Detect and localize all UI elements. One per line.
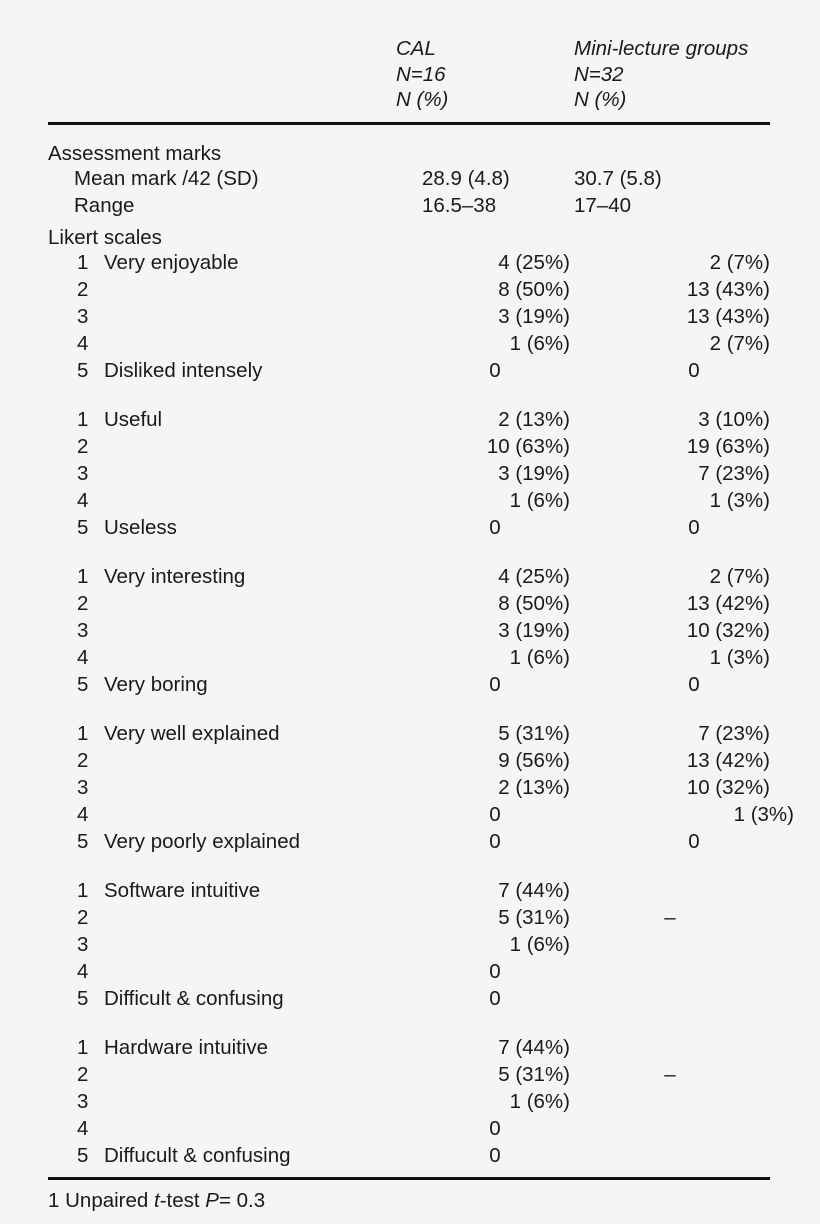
table-row (48, 906, 770, 933)
likert-number: 4 (77, 1116, 89, 1140)
row-label (48, 933, 420, 957)
row-value-cal: 7 (44%) (498, 878, 570, 902)
row-value-cal: 0 (489, 358, 501, 382)
likert-number: 3 (77, 461, 89, 485)
table-row (48, 879, 770, 906)
row-value-cal: 9 (56%) (498, 748, 570, 772)
row-value-mini: 2 (7%) (709, 564, 770, 588)
table-row (48, 1117, 770, 1144)
row-label (48, 592, 420, 616)
row-value-cal: 0 (489, 986, 501, 1010)
row-label (48, 673, 420, 697)
row-value-cal: 2 (13%) (498, 775, 570, 799)
row-value-mini: 13 (42%) (686, 748, 770, 772)
row-value-mini: 0 (688, 515, 700, 539)
row-value-mini: 10 (32%) (686, 618, 770, 642)
likert-number: 5 (77, 1143, 89, 1167)
row-value-mini: 1 (3%) (733, 802, 794, 826)
row-value-cal: 4 (25%) (498, 250, 570, 274)
row-label (48, 1090, 420, 1114)
likert-number: 2 (77, 591, 89, 615)
row-label (48, 359, 420, 383)
row-label (48, 722, 420, 746)
row-value-mini: 13 (43%) (686, 277, 770, 301)
column-header-mini-n: N=32 (574, 62, 624, 86)
row-value-mini: 0 (688, 358, 700, 382)
row-value-cal: 10 (63%) (486, 434, 570, 458)
row-value-cal: 0 (489, 515, 501, 539)
column-header-mini-unit: N (%) (574, 88, 627, 111)
likert-label: Very well explained (104, 721, 280, 745)
section-title-likert-scales: Likert scales (48, 225, 162, 249)
column-header-mini-lecture (574, 36, 770, 113)
table-row (48, 167, 770, 194)
likert-number: 5 (77, 358, 89, 382)
row-label (48, 305, 420, 329)
likert-number: 4 (77, 331, 89, 355)
table-row (48, 749, 770, 776)
row-label (48, 830, 420, 854)
table-row (48, 933, 770, 960)
row-value-cal: 0 (489, 829, 501, 853)
row-value-cal: 1 (6%) (509, 645, 570, 669)
likert-number: 2 (77, 905, 89, 929)
likert-number: 4 (77, 645, 89, 669)
row-label (48, 1036, 420, 1060)
row-label (48, 646, 420, 670)
row-value-mini: 10 (32%) (686, 775, 770, 799)
likert-label: Useless (104, 515, 177, 539)
likert-label: Software intuitive (104, 878, 261, 902)
row-label (48, 749, 420, 773)
likert-label: Diffucult & confusing (104, 1143, 291, 1167)
likert-number: 2 (77, 748, 89, 772)
row-value-mini: 7 (23%) (698, 721, 770, 745)
table-row (48, 646, 770, 673)
row-value-cal: 0 (489, 959, 501, 983)
table-row (48, 830, 770, 857)
row-label (48, 408, 420, 432)
row-value-mini: 1 (3%) (709, 645, 770, 669)
row-value-mini: 13 (42%) (686, 591, 770, 615)
row-label: Mean mark /42 (SD) (74, 166, 259, 190)
likert-block-enjoyable (0, 251, 820, 386)
likert-number: 5 (77, 672, 89, 696)
footnote-marker: 1 (48, 1188, 60, 1212)
row-label (48, 776, 420, 800)
likert-number: 1 (77, 1035, 89, 1059)
table-row (48, 619, 770, 646)
table-row (48, 408, 770, 435)
likert-number: 1 (77, 878, 89, 902)
likert-number: 4 (77, 488, 89, 512)
likert-number: 1 (77, 250, 89, 274)
row-value-cal: 28.9 (4.8) (422, 166, 510, 190)
table-row (48, 1144, 770, 1171)
likert-block-useful (0, 408, 820, 543)
row-value-cal: 3 (19%) (498, 461, 570, 485)
row-value-mini: 17–40 (574, 193, 632, 217)
table-row (48, 802, 794, 830)
likert-number: 3 (77, 932, 89, 956)
row-label (48, 516, 420, 540)
row-label (48, 1117, 420, 1141)
footer-rule (48, 1177, 770, 1180)
row-label (48, 251, 420, 275)
likert-number: 5 (77, 986, 89, 1010)
table-row (48, 722, 770, 749)
row-value-cal: 8 (50%) (498, 591, 570, 615)
likert-number: 3 (77, 1089, 89, 1113)
table-row (48, 462, 770, 489)
row-value-cal: 1 (6%) (509, 331, 570, 355)
likert-number: 5 (77, 515, 89, 539)
likert-number: 4 (77, 959, 89, 983)
row-value-cal: 5 (31%) (498, 721, 570, 745)
table-row (48, 1090, 770, 1117)
row-value-cal: 3 (19%) (498, 618, 570, 642)
row-value-mini: 19 (63%) (686, 434, 770, 458)
likert-label: Very boring (104, 672, 208, 696)
row-label (48, 565, 420, 589)
row-value-cal: 0 (489, 802, 501, 826)
table-row (48, 194, 770, 221)
row-label (48, 987, 420, 1011)
table-row (48, 278, 770, 305)
row-value-cal: 0 (489, 1143, 501, 1167)
footnote-text-mid: -test (159, 1188, 200, 1212)
table-body (0, 125, 820, 1171)
likert-number: 3 (77, 775, 89, 799)
table-row (48, 960, 770, 987)
row-value-mini: 7 (23%) (698, 461, 770, 485)
table-row (48, 359, 770, 386)
row-value-cal: 3 (19%) (498, 304, 570, 328)
likert-label: Disliked intensely (104, 358, 263, 382)
row-value-mini: 2 (7%) (709, 250, 770, 274)
row-value-mini: 30.7 (5.8) (574, 166, 662, 190)
footnote-text-before: Unpaired (65, 1188, 149, 1212)
likert-number: 1 (77, 721, 89, 745)
row-label (48, 435, 420, 459)
header-label-spacer (48, 36, 396, 113)
likert-label: Hardware intuitive (104, 1035, 269, 1059)
table-row (48, 673, 770, 700)
section-title-assessment-marks: Assessment marks (48, 141, 222, 165)
likert-number: 3 (77, 618, 89, 642)
row-value-cal: 1 (6%) (509, 488, 570, 512)
table-row (48, 1063, 770, 1090)
row-value-cal: 0 (489, 672, 501, 696)
likert-label: Difficult & confusing (104, 986, 284, 1010)
row-value-cal: 2 (13%) (498, 407, 570, 431)
row-label (48, 960, 420, 984)
table-row (48, 776, 770, 803)
likert-number: 1 (77, 407, 89, 431)
table-row (48, 516, 770, 543)
likert-number: 1 (77, 564, 89, 588)
row-label (48, 278, 420, 302)
footnote-italic-p: P (205, 1188, 219, 1212)
table-row (48, 251, 770, 278)
row-value-cal: 4 (25%) (498, 564, 570, 588)
row-value-cal: 8 (50%) (498, 277, 570, 301)
row-value-mini: 3 (10%) (698, 407, 770, 431)
row-label (48, 489, 420, 513)
row-value-cal: 0 (489, 1116, 501, 1140)
row-value-cal: 5 (31%) (498, 905, 570, 929)
column-header-cal-name: CAL (396, 37, 436, 60)
row-label (48, 1063, 420, 1087)
likert-number: 2 (77, 434, 89, 458)
row-value-mini: – (664, 1062, 676, 1086)
row-value-mini: 2 (7%) (709, 331, 770, 355)
row-value-mini: 1 (3%) (709, 488, 770, 512)
table-row (48, 332, 770, 359)
row-label: Range (74, 193, 135, 217)
likert-label: Very poorly explained (104, 829, 301, 853)
row-label (48, 906, 420, 930)
likert-label: Very enjoyable (104, 250, 239, 274)
likert-block-explained (0, 722, 820, 857)
likert-label: Useful (104, 407, 163, 431)
row-value-cal: 1 (6%) (509, 1089, 570, 1113)
likert-block-hardware (0, 1036, 820, 1171)
table-header (48, 0, 770, 113)
row-label (48, 462, 420, 486)
row-value-cal: 1 (6%) (509, 932, 570, 956)
footnote-text-after: = 0.3 (218, 1188, 266, 1212)
column-header-cal (396, 36, 574, 113)
row-label (48, 1144, 420, 1168)
row-label (48, 619, 420, 643)
table-row (48, 1036, 770, 1063)
column-header-mini-name: Mini-lecture groups (574, 37, 749, 60)
row-label (48, 803, 420, 827)
table-row (48, 565, 770, 592)
likert-number: 4 (77, 802, 89, 826)
table-row (48, 592, 770, 619)
row-value-mini: – (664, 905, 676, 929)
row-value-mini: 0 (688, 672, 700, 696)
table-row (48, 305, 770, 332)
likert-block-interesting (0, 565, 820, 700)
table-footnote (48, 1189, 820, 1213)
likert-number: 5 (77, 829, 89, 853)
row-value-cal: 16.5–38 (422, 193, 497, 217)
likert-number: 2 (77, 277, 89, 301)
footnote-italic-t: t (154, 1188, 160, 1212)
row-label (48, 879, 420, 903)
likert-label: Very interesting (104, 564, 246, 588)
row-value-cal: 5 (31%) (498, 1062, 570, 1086)
column-header-cal-unit: N (%) (396, 88, 449, 111)
likert-number: 2 (77, 1062, 89, 1086)
row-value-cal: 7 (44%) (498, 1035, 570, 1059)
table-row (48, 489, 770, 516)
table-row (48, 435, 770, 462)
row-value-mini: 13 (43%) (686, 304, 770, 328)
row-value-mini: 0 (688, 829, 700, 853)
row-label (48, 332, 420, 356)
column-header-cal-n: N=16 (396, 62, 446, 86)
likert-block-software (0, 879, 820, 1014)
likert-number: 3 (77, 304, 89, 328)
table-row (48, 987, 770, 1014)
